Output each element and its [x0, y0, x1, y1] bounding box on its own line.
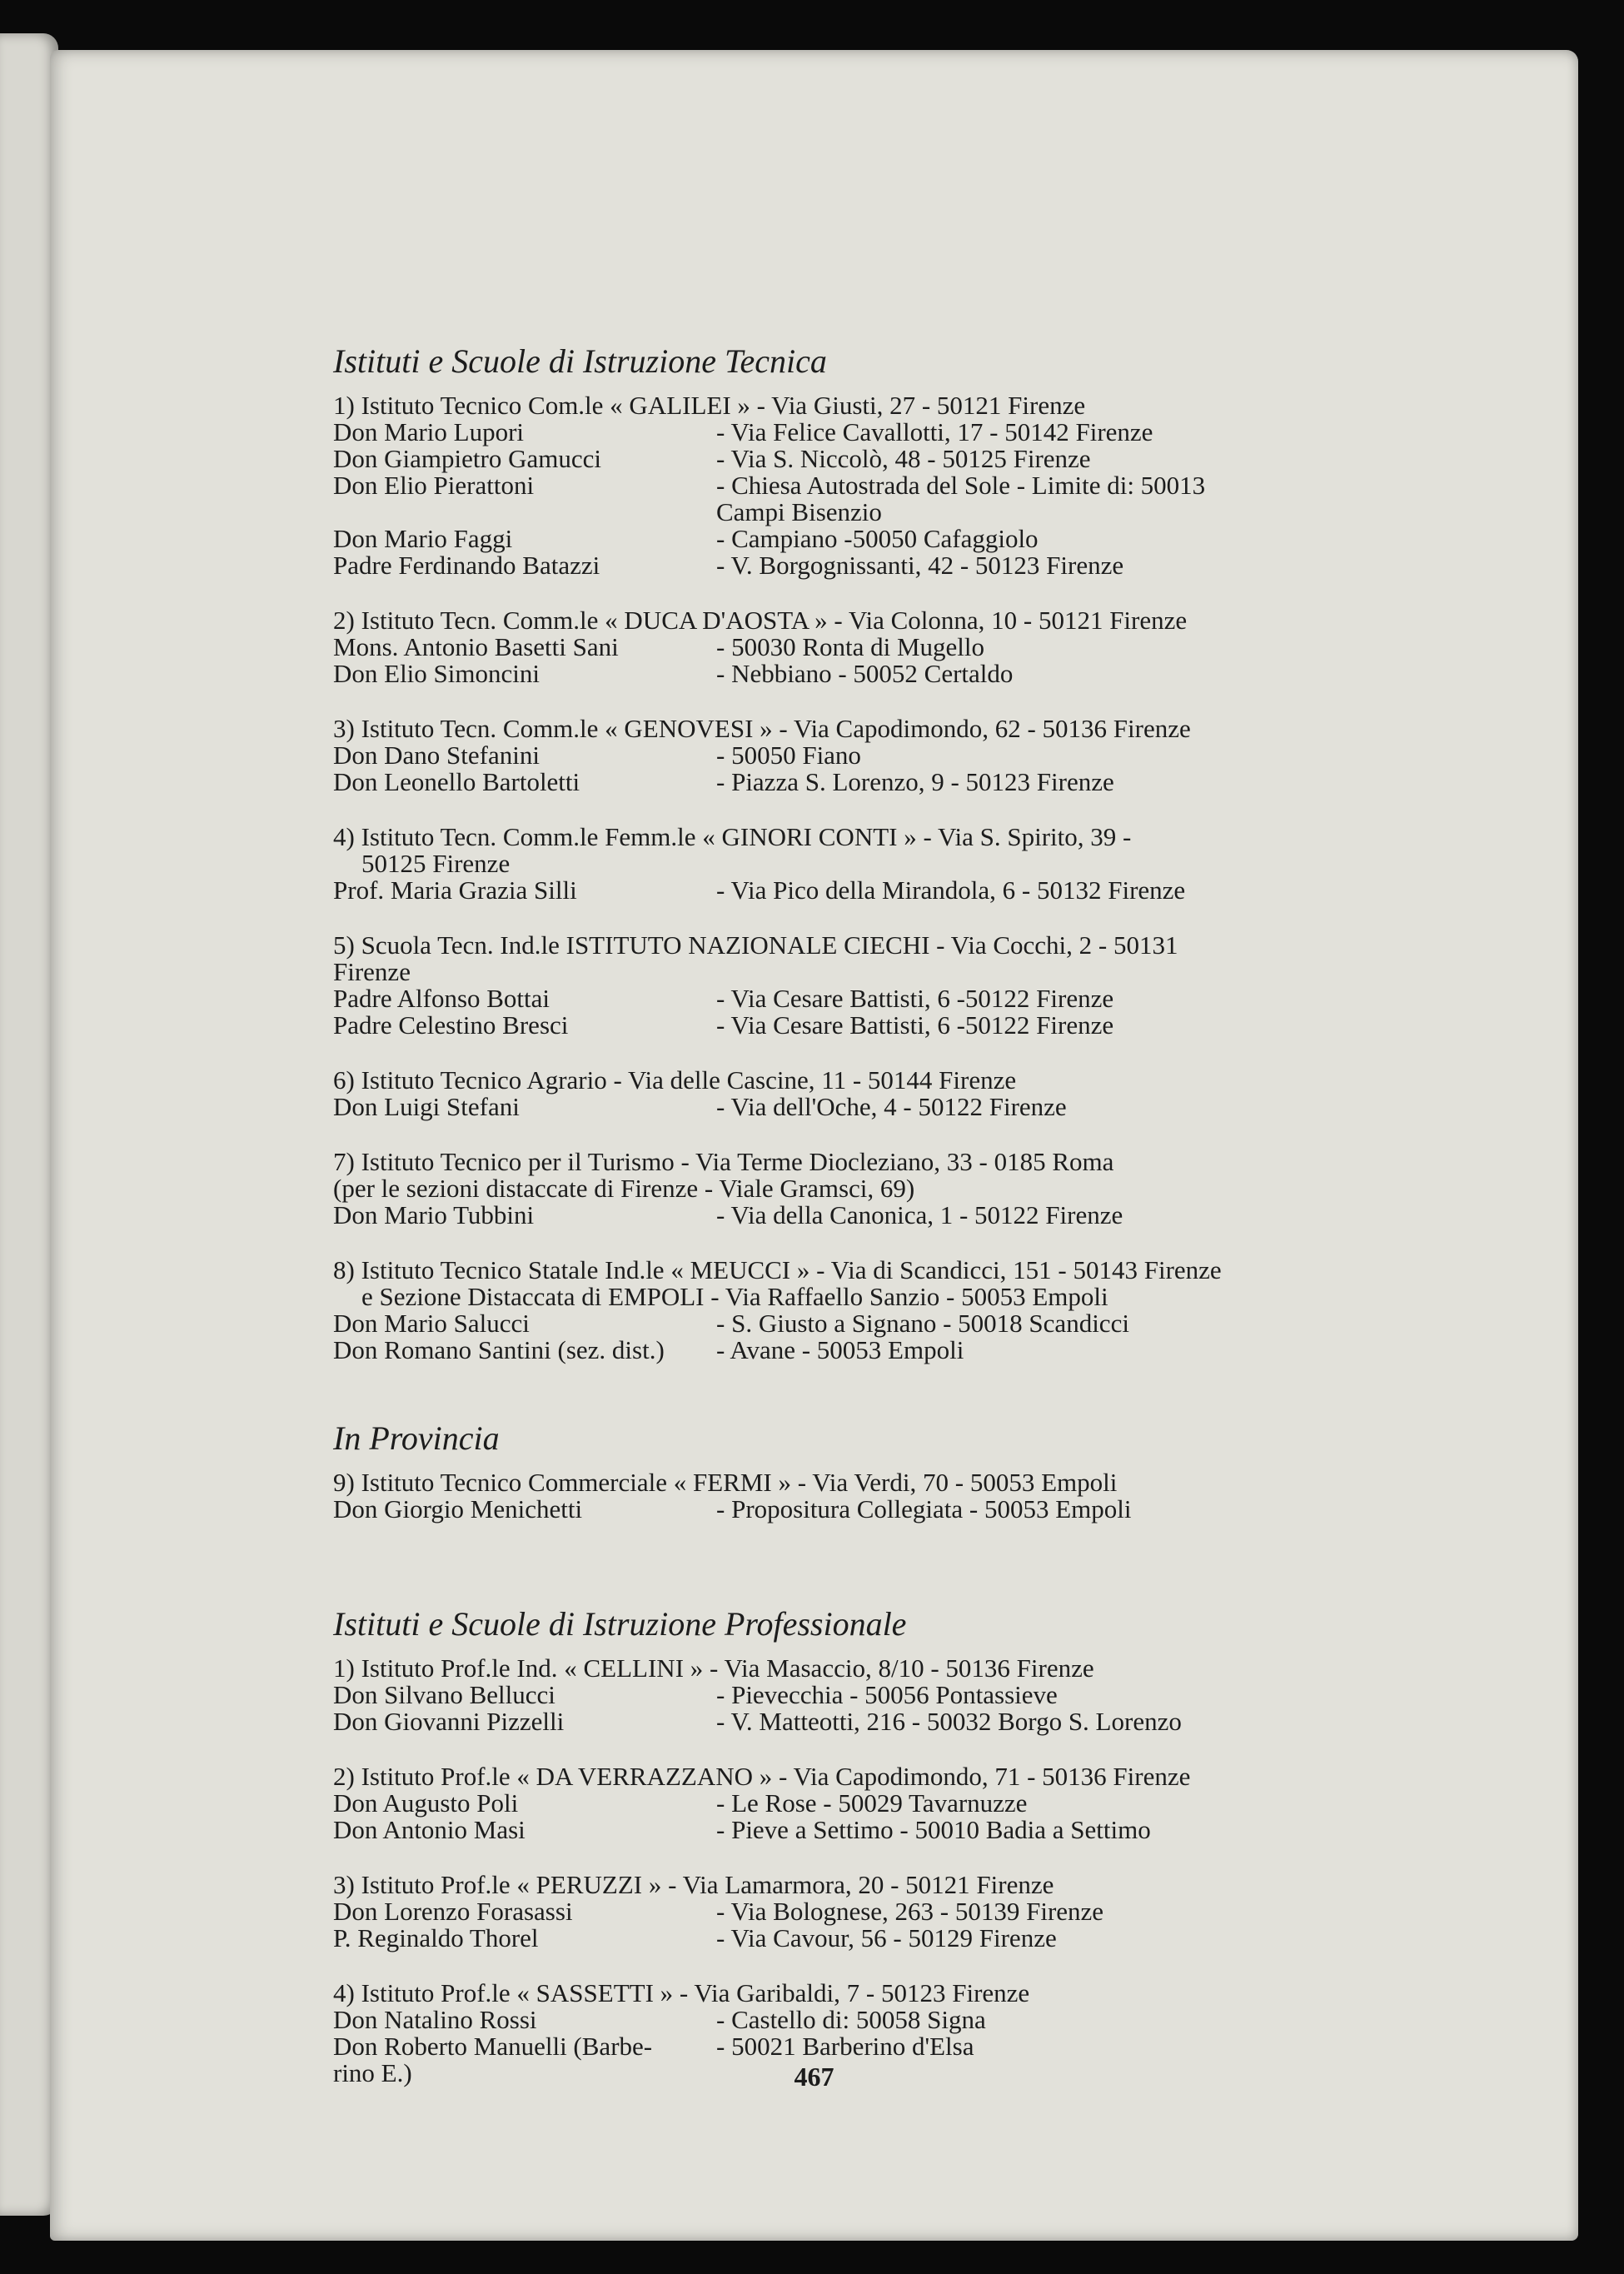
contact-name: Don Elio Pierattoni [333, 471, 535, 500]
contact-row [333, 499, 1366, 526]
contact-row [333, 1496, 1366, 1523]
contact-name: Don Antonio Masi [333, 1815, 526, 1844]
contact-row [333, 1817, 1366, 1843]
contact-row [333, 1682, 1366, 1708]
institute-line: e Sezione Distaccata di EMPOLI - Via Raffaello Sanzio - 50053 Empoli [361, 1282, 1108, 1311]
contact-address: - Pieve a Settimo - 50010 Badia a Settimo [716, 1815, 1151, 1844]
contact-name: Don Mario Faggi [333, 524, 513, 553]
contact-row [333, 419, 1366, 446]
page-number: 467 [794, 2062, 834, 2092]
institute-line: 1) Istituto Tecnico Com.le « GALILEI » - Via Giusti, 27 - 50121 Firenze [333, 391, 1086, 420]
contact-row [333, 1925, 1366, 1952]
institute-entry [333, 1655, 1366, 1735]
section-title: Istituti e Scuole di Istruzione Tecnica [333, 342, 827, 380]
contact-address: - 50050 Fiano [716, 741, 861, 770]
institute-line: Firenze [333, 957, 411, 986]
contact-name: Don Giovanni Pizzelli [333, 1707, 565, 1736]
contact-address: - Via S. Niccolò, 48 - 50125 Firenze [716, 444, 1091, 473]
contact-row [333, 985, 1366, 1012]
contact-row [333, 634, 1366, 661]
contact-name: Padre Alfonso Bottai [333, 984, 550, 1013]
contact-row [333, 877, 1366, 904]
contact-row [333, 661, 1366, 687]
contact-address: - Campiano -50050 Cafaggiolo [716, 524, 1039, 553]
institute-entry [333, 392, 1366, 579]
contact-address: - 50030 Ronta di Mugello [716, 632, 985, 661]
institute-line: 1) Istituto Prof.le Ind. « CELLINI » - Via Masaccio, 8/10 - 50136 Firenze [333, 1653, 1094, 1683]
contact-name: Don Mario Tubbini [333, 1200, 535, 1229]
institute-entry [333, 1149, 1366, 1229]
contact-row [333, 1094, 1366, 1120]
contact-address: - Castello di: 50058 Signa [716, 2005, 986, 2034]
contact-row [333, 526, 1366, 552]
contact-row [333, 1310, 1366, 1337]
contact-name: Don Augusto Poli [333, 1788, 519, 1818]
contact-row [333, 1202, 1366, 1229]
contact-name: Don Luigi Stefani [333, 1092, 520, 1121]
institute-entry [333, 824, 1366, 904]
contact-row [333, 1790, 1366, 1817]
institute-line: 3) Istituto Tecn. Comm.le « GENOVESI » - Via Capodimondo, 62 - 50136 Firenze [333, 714, 1191, 743]
contact-address: - V. Borgognissanti, 42 - 50123 Firenze [716, 551, 1124, 580]
contact-address: - Propositura Collegiata - 50053 Empoli [716, 1494, 1132, 1523]
contact-address: Campi Bisenzio [716, 497, 882, 526]
contact-name: Padre Celestino Bresci [333, 1010, 569, 1040]
institute-line: 50125 Firenze [361, 849, 511, 878]
contact-address: - Via Cesare Battisti, 6 -50122 Firenze [716, 1010, 1114, 1040]
contact-name: Mons. Antonio Basetti Sani [333, 632, 619, 661]
contact-row [333, 1337, 1366, 1364]
contact-row [333, 769, 1366, 795]
institute-line: 8) Istituto Tecnico Statale Ind.le « MEUCCI » - Via di Scandicci, 151 - 50143 Firenze [333, 1255, 1222, 1284]
contact-address: - Via Bolognese, 263 - 50139 Firenze [716, 1897, 1104, 1926]
section-title: In Provincia [333, 1419, 500, 1457]
institute-line: 6) Istituto Tecnico Agrario - Via delle Cascine, 11 - 50144 Firenze [333, 1065, 1017, 1095]
book-page [50, 50, 1578, 2241]
contact-address: - V. Matteotti, 216 - 50032 Borgo S. Lorenzo [716, 1707, 1182, 1736]
contact-address: - Via Cesare Battisti, 6 -50122 Firenze [716, 984, 1114, 1013]
institute-entry [333, 1872, 1366, 1952]
contact-address: - Avane - 50053 Empoli [716, 1335, 964, 1364]
institute-entry [333, 1067, 1366, 1120]
contact-name: Don Romano Santini (sez. dist.) [333, 1335, 665, 1364]
contact-name [333, 499, 716, 526]
contact-row [333, 742, 1366, 769]
institute-line: 7) Istituto Tecnico per il Turismo - Via Terme Diocleziano, 33 - 0185 Roma [333, 1147, 1114, 1176]
institute-line: 4) Istituto Tecn. Comm.le Femm.le « GINORI CONTI » - Via S. Spirito, 39 - [333, 822, 1132, 851]
contact-address: - Piazza S. Lorenzo, 9 - 50123 Firenze [716, 767, 1114, 796]
institute-line: (per le sezioni distaccate di Firenze - Viale Gramsci, 69) [333, 1174, 915, 1203]
contact-row [333, 1012, 1366, 1039]
contact-name: Don Giorgio Menichetti [333, 1494, 583, 1523]
contact-name: Padre Ferdinando Batazzi [333, 551, 600, 580]
contact-row [333, 1898, 1366, 1925]
contact-name: Don Giampietro Gamucci [333, 444, 601, 473]
contact-name: Don Dano Stefanini [333, 741, 540, 770]
contact-address: - Via dell'Oche, 4 - 50122 Firenze [716, 1092, 1067, 1121]
contact-row [333, 472, 1366, 499]
contact-name: Don Elio Simoncini [333, 659, 540, 688]
institute-line: 5) Scuola Tecn. Ind.le ISTITUTO NAZIONALE CIECHI - Via Cocchi, 2 - 50131 [333, 930, 1178, 960]
contact-address: - S. Giusto a Signano - 50018 Scandicci [716, 1309, 1129, 1338]
contact-address: - Via Pico della Mirandola, 6 - 50132 Firenze [716, 875, 1186, 905]
contact-address: - Pievecchia - 50056 Pontassieve [716, 1680, 1058, 1709]
section-title: Istituti e Scuole di Istruzione Professionale [333, 1605, 907, 1643]
institute-entry [333, 932, 1366, 1039]
contact-row [333, 1708, 1366, 1735]
contact-address: - 50021 Barberino d'Elsa [716, 2032, 974, 2061]
page-content [333, 342, 1366, 2115]
institute-entry [333, 716, 1366, 795]
contact-name: P. Reginaldo Thorel [333, 1923, 539, 1952]
institute-line: 2) Istituto Prof.le « DA VERRAZZANO » - Via Capodimondo, 71 - 50136 Firenze [333, 1762, 1191, 1791]
institute-entry [333, 1257, 1366, 1364]
contact-row [333, 2033, 1366, 2060]
institute-entry [333, 607, 1366, 687]
contact-row [333, 446, 1366, 472]
contact-row [333, 2007, 1366, 2033]
institute-entry [333, 1469, 1366, 1523]
contact-name: Don Leonello Bartoletti [333, 767, 580, 796]
institute-line: 9) Istituto Tecnico Commerciale « FERMI » - Via Verdi, 70 - 50053 Empoli [333, 1468, 1118, 1497]
contact-address: - Via della Canonica, 1 - 50122 Firenze [716, 1200, 1123, 1229]
contact-name: rino E.) [333, 2058, 412, 2087]
institute-line: 4) Istituto Prof.le « SASSETTI » - Via Garibaldi, 7 - 50123 Firenze [333, 1978, 1030, 2007]
contact-name: Don Mario Lupori [333, 417, 525, 446]
contact-row [333, 552, 1366, 579]
contact-name: Don Lorenzo Forasassi [333, 1897, 573, 1926]
contact-name: Don Silvano Bellucci [333, 1680, 555, 1709]
contact-address: - Via Felice Cavallotti, 17 - 50142 Firenze [716, 417, 1153, 446]
contact-address: - Chiesa Autostrada del Sole - Limite di: 50013 [716, 471, 1206, 500]
institute-line: 3) Istituto Prof.le « PERUZZI » - Via Lamarmora, 20 - 50121 Firenze [333, 1870, 1054, 1899]
contact-name: Don Roberto Manuelli (Barbe- [333, 2032, 653, 2061]
institute-line: 2) Istituto Tecn. Comm.le « DUCA D'AOSTA » - Via Colonna, 10 - 50121 Firenze [333, 606, 1188, 635]
contact-name: Don Mario Salucci [333, 1309, 530, 1338]
institute-entry [333, 1763, 1366, 1843]
contact-name: Prof. Maria Grazia Silli [333, 875, 577, 905]
contact-name: Don Natalino Rossi [333, 2005, 537, 2034]
contact-address: - Via Cavour, 56 - 50129 Firenze [716, 1923, 1057, 1952]
contact-address: - Nebbiano - 50052 Certaldo [716, 659, 1014, 688]
contact-address: - Le Rose - 50029 Tavarnuzze [716, 1788, 1028, 1818]
